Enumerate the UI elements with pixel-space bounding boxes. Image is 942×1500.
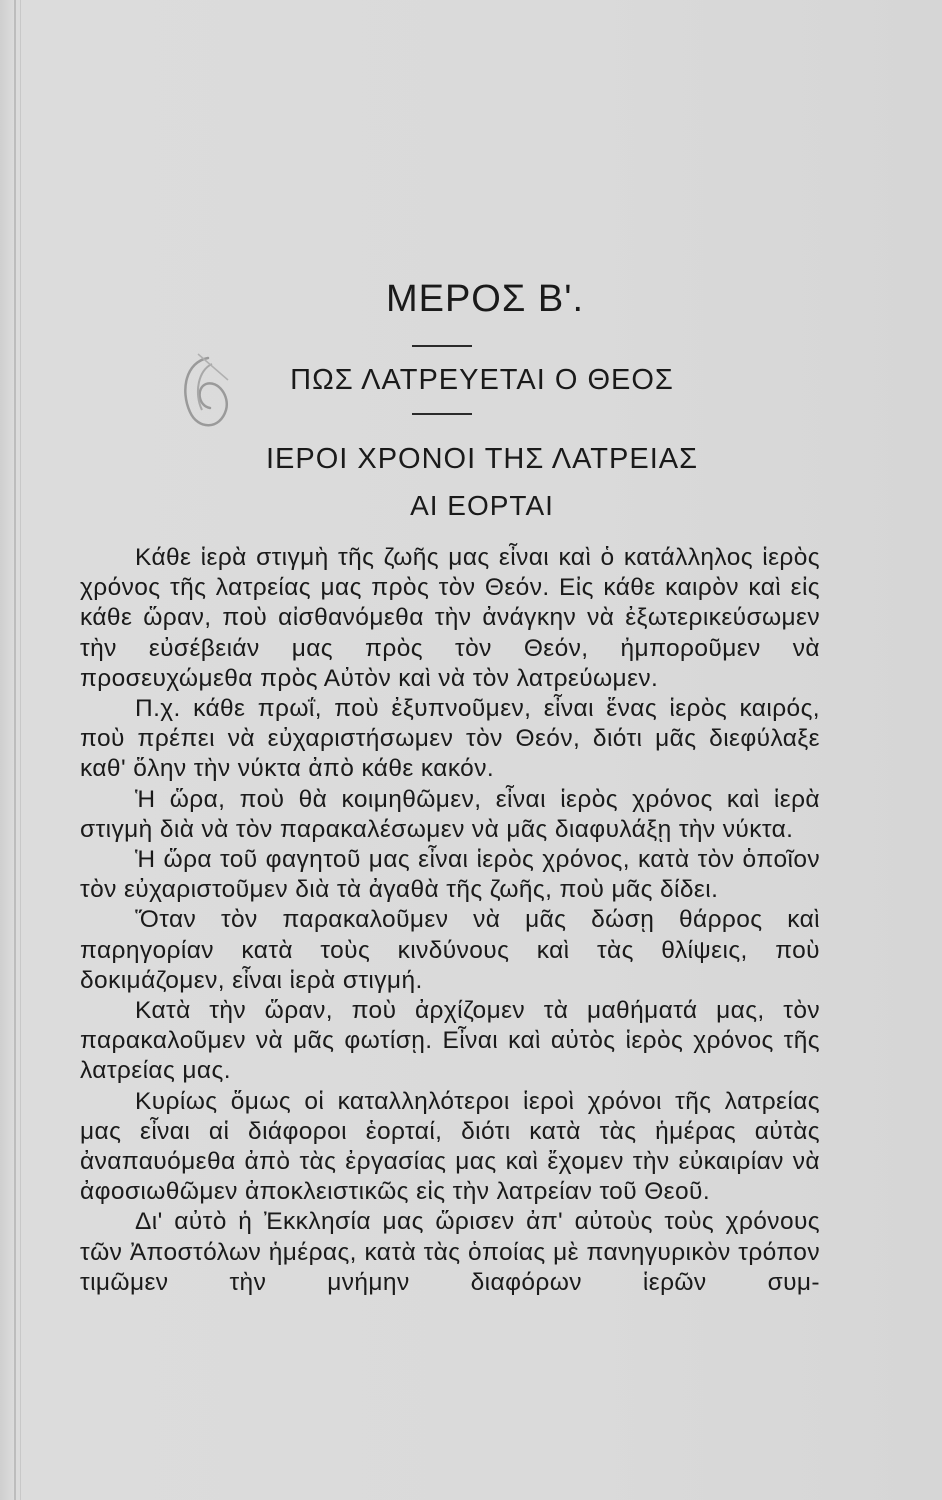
body-text <box>80 543 820 1298</box>
section-title: ΙΕΡΟΙ ΧΡΟΝΟΙ ΤΗΣ ΛΑΤΡΕΙΑΣ <box>265 443 699 475</box>
chapter-title: ΠΩΣ ΛΑΤΡΕΥΕΤΑΙ Ο ΘΕΟΣ <box>290 364 674 396</box>
title-divider-bottom <box>412 413 472 415</box>
subsection-title: ΑΙ ΕΟΡΤΑΙ <box>410 490 554 521</box>
paragraph: Ἡ ὥρα τοῦ φαγητοῦ μας εἶναι ἱερὸς χρόνος, κατὰ τὸν ὁποῖον τὸν εὐχαριστοῦμεν διὰ τὰ ἀγαθὰ τῆς ζωῆς, ποὺ μᾶς δίδει. <box>80 846 820 904</box>
paragraph: Κυρίως ὅμως οἱ καταλληλότεροι ἱεροὶ χρόνοι τῆς λατρείας μας εἶναι αἱ διάφοροι ἑορταί, διότι κατὰ τὰς ἡμέρας αὐτὰς ἀναπαυόμεθα ἀπὸ τὰς ἐργασίας μας καὶ ἔχομεν τὴν εὐκαιρίαν νὰ ἀφοσιωθῶμεν ἀποκλειστικῶς εἰς τὴν λατρείαν τοῦ Θεοῦ. <box>80 1087 820 1206</box>
paragraph: Ὅταν τὸν παρακαλοῦμεν νὰ μᾶς δώσῃ θάρρος καὶ παρηγορίαν κατὰ τοὺς κινδύνους καὶ τὰς θλίψεις, ποὺ δοκιμάζομεν, εἶναι ἱερὰ στιγμή. <box>80 906 820 994</box>
paragraph: Δι' αὐτὸ ἡ Ἐκκλησία μας ὥρισεν ἀπ' αὐτοὺς τοὺς χρόνους τῶν Ἀποστόλων ἡμέρας, κατὰ τὰς ὁποίας μὲ πανηγυρικὸν τρόπον τιμῶμεν τὴν μνήμην διαφόρων ἱερῶν συμ- <box>80 1208 820 1296</box>
paragraph: Κατὰ τὴν ὥραν, ποὺ ἀρχίζομεν τὰ μαθήματά μας, τὸν παρακαλοῦμεν νὰ μᾶς φωτίσῃ. Εἶναι καὶ αὐτὸς ἱερὸς χρόνος τῆς λατρείας μας. <box>80 997 820 1085</box>
part-title: ΜΕΡΟΣ Β'. <box>385 278 585 320</box>
title-divider-top <box>412 345 472 347</box>
paragraph: Κάθε ἱερὰ στιγμὴ τῆς ζωῆς μας εἶναι καὶ ὁ κατάλληλος ἱερὸς χρόνος τῆς λατρείας μας πρὸς τὸν Θεόν. Εἰς κάθε καιρὸν καὶ εἰς κάθε ὥραν, ποὺ αἰσθανόμεθα τὴν ἀνάγκην νὰ ἐξωτερικεύσωμεν τὴν εὐσέβειάν μας πρὸς τὸν Θεόν, ἠμποροῦμεν νὰ προσευχώμεθα πρὸς Αὐτὸν καὶ νὰ τὸν λατρεύωμεν. <box>80 544 820 692</box>
paragraph: Π.χ. κάθε πρωΐ, ποὺ ἐξυπνοῦμεν, εἶναι ἕνας ἱερὸς καιρός, ποὺ πρέπει νὰ εὐχαριστήσωμεν τὸν Θεόν, διότι μᾶς διεφύλαξε καθ' ὅλην τὴν νύκτα ἀπὸ κάθε κακόν. <box>80 695 820 783</box>
paragraph: Ἡ ὥρα, ποὺ θὰ κοιμηθῶμεν, εἶναι ἱερὸς χρόνος καὶ ἱερὰ στιγμὴ διὰ νὰ τὸν παρακαλέσωμεν νὰ μᾶς διαφυλάξῃ τὴν νύκτα. <box>80 785 820 843</box>
page-gutter-line-inner <box>20 0 21 1500</box>
page-gutter-line <box>14 0 16 1500</box>
